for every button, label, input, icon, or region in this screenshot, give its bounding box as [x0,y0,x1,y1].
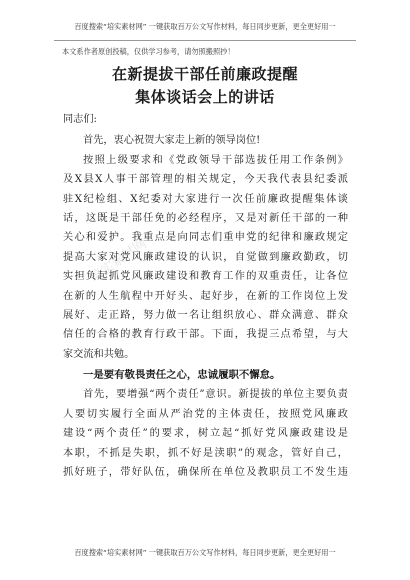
paragraph-line: 话，这既是干部任免的必经程序，又是对新任干部的一种 [63,212,348,224]
page-footer: 百度搜索“培实素材网” 一键获取百万公文写作材料，每日同步更新，更全更好用一 [74,548,336,557]
salutation: 同志们: [63,114,97,125]
paragraph-line: 展好、走正路，努力做一名让组织放心、群众满意、群众 [63,309,348,321]
paragraph-line: 首先，要增强“两个责任”意识。新提拔的单位主要负责 [83,389,348,401]
copyright-notice: 本文系作者原创投稿，仅供学习参考，请勿照搬照抄！ [62,47,235,56]
paragraph-intro [63,151,348,364]
document-title-line-1: 在新提拔干部任前廉政提醒 [111,65,298,83]
paragraph-line: 按照上级要求和《党政领导干部选拔任用工作条例》 [83,154,348,166]
paragraph-line: 本职，不抓是失职，抓不好是渎职”的观念，管好自己， [63,447,348,459]
paragraph-line: 及X县X人事干部管理的相关规定，今天我代表县纪委派 [63,174,348,186]
paragraph-line: 建设“两个责任”的要求，树立起“抓好党风廉政建设是 [63,428,348,440]
paragraph-line: 抓好班子，带好队伍，确保所在单位及教职员工不发生违 [63,467,348,479]
document-title-line-2: 集体谈话会上的讲话 [135,88,275,106]
paragraph-line: 驻X纪检组、X纪委对大家进行一次任前廉政提醒集体谈 [63,193,348,205]
document-body [63,110,348,482]
paragraph-line: 关心和爱护。我重点是向同志们重申党的纪律和廉政规定 [63,232,348,244]
paragraph-two-responsibilities [63,385,348,482]
page-header: 百度搜索“培实素材网” 一键获取百万公文写作材料，每日同步更新，更全更好用一 [74,22,336,31]
section-heading-1: 一是要有敬畏责任之心，忠诚履职不懈怠。 [83,369,281,382]
paragraph-line: 在新的人生航程中开好头、起好步，在新的工作岗位上发 [63,290,348,302]
paragraph-congratulation: 首先，衷心祝贺大家走上新的领导岗位! [83,135,261,147]
paragraph-line: 提高大家对党风廉政建设的认识，自觉做到廉政勤政，切 [63,251,348,263]
header-rule [54,40,356,41]
paragraph-line: 信任的合格的教育行政干部。下面，我提三点希望，与大 [63,329,348,341]
paragraph-line: 人要切实履行全面从严治党的主体责任，按照党风廉政 [63,408,348,420]
watermark: 培实素材网 [87,236,150,286]
paragraph-line: 实担负起抓党风廉政建设和教育工作的双重责任，让各位 [63,271,348,283]
paragraph-line: 家交流和共勉。 [63,348,135,360]
